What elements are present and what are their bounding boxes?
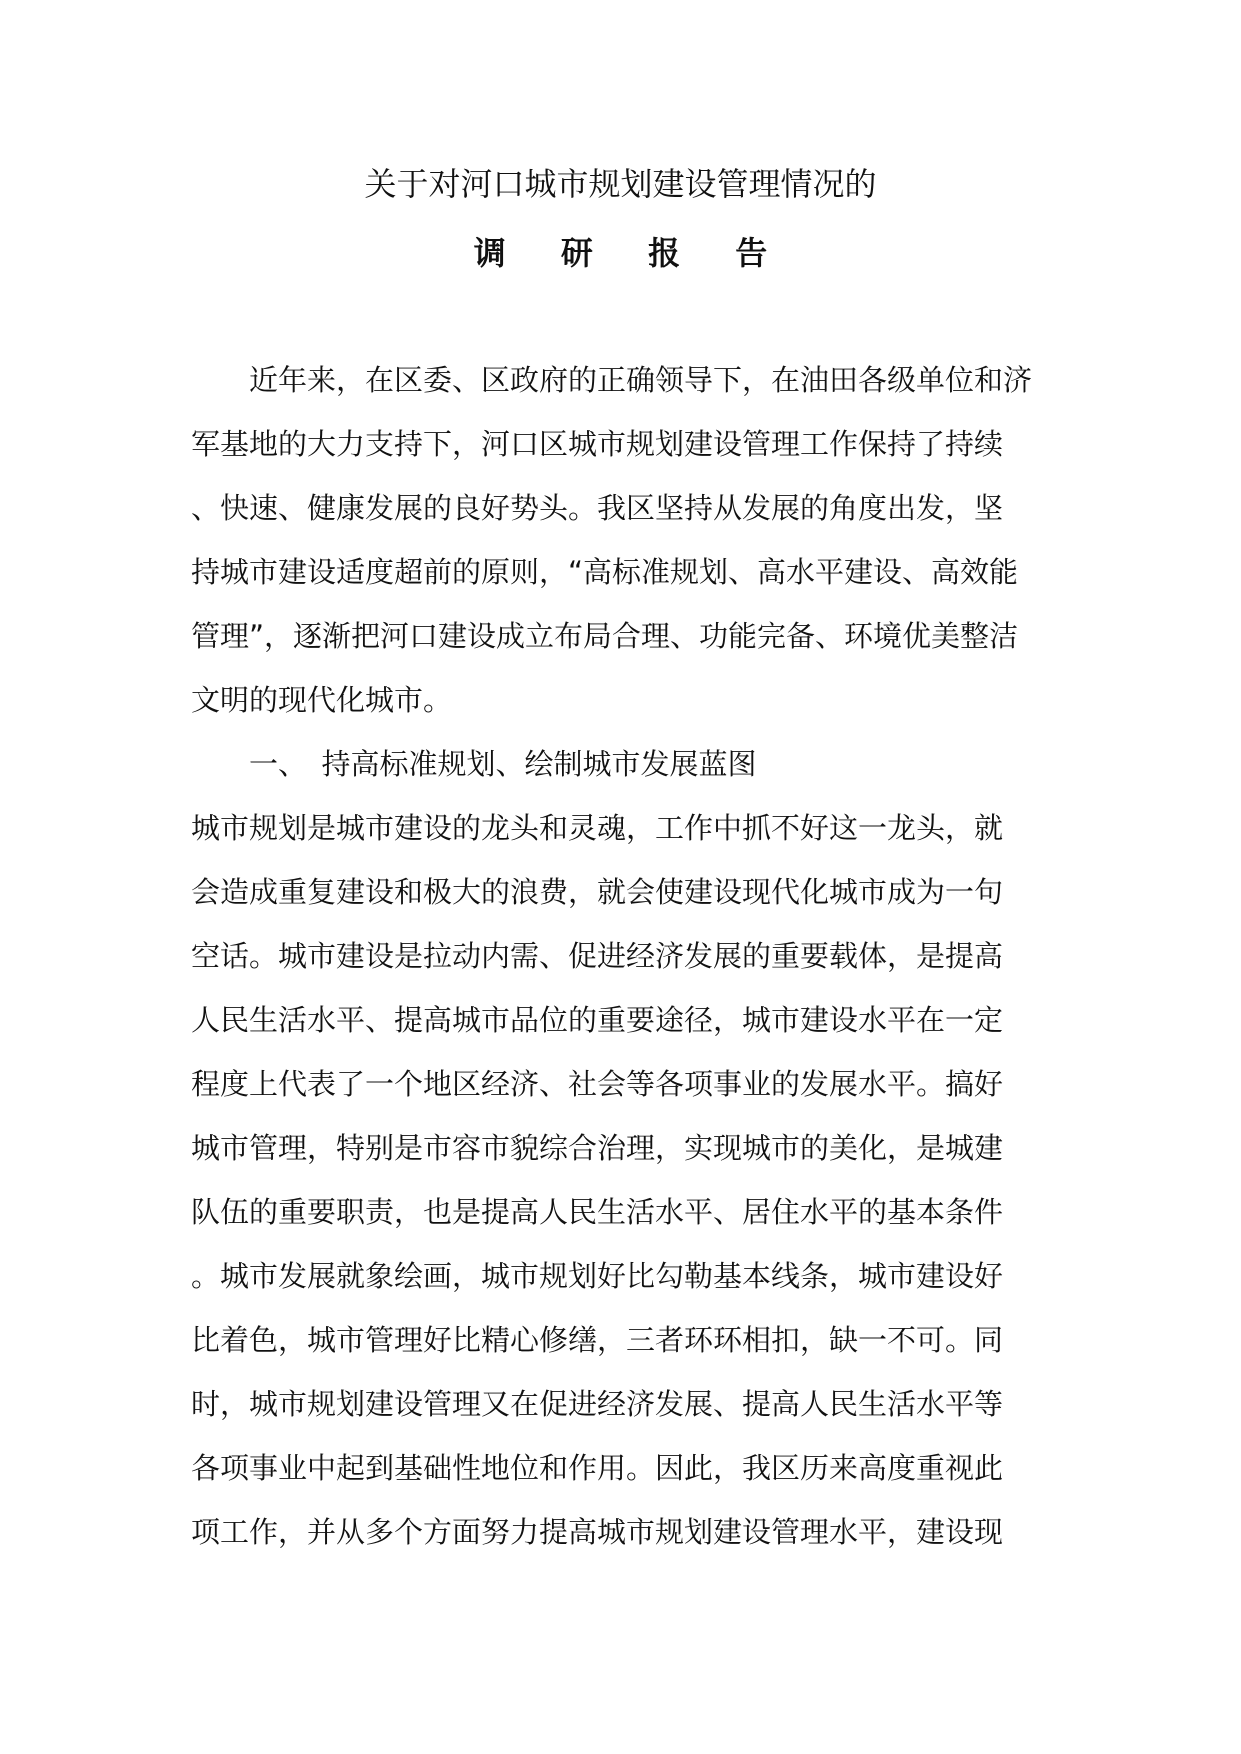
body-line: 文明的现代化城市。	[191, 683, 453, 717]
body-line: 人民生活水平、提高城市品位的重要途径，城市建设水平在一定	[191, 1003, 1004, 1037]
body-line: 近年来，在区委、区政府的正确领导下，在油田各级单位和济	[191, 363, 1033, 397]
body-line: 会造成重复建设和极大的浪费，就会使建设现代化城市成为一句	[191, 875, 1004, 909]
body-line: 时，城市规划建设管理又在促进经济发展、提高人民生活水平等	[191, 1387, 1004, 1421]
body-line: 城市管理，特别是市容市貌综合治理，实现城市的美化，是城建	[191, 1131, 1004, 1165]
body-line: 队伍的重要职责，也是提高人民生活水平、居住水平的基本条件	[191, 1195, 1004, 1229]
body-line: 军基地的大力支持下，河口区城市规划建设管理工作保持了持续	[191, 427, 1004, 461]
body-line: 空话。城市建设是拉动内需、促进经济发展的重要载体，是提高	[191, 939, 1004, 973]
body-line: 各项事业中起到基础性地位和作用。因此，我区历来高度重视此	[191, 1451, 1004, 1485]
document-subtitle: 调 研 报 告	[473, 234, 790, 272]
section-heading: 一、 持高标准规划、绘制城市发展蓝图	[191, 747, 757, 781]
body-line: 城市规划是城市建设的龙头和灵魂，工作中抓不好这一龙头，就	[191, 811, 1004, 845]
document-title: 关于对河口城市规划建设管理情况的	[364, 165, 877, 203]
body-line: 程度上代表了一个地区经济、社会等各项事业的发展水平。搞好	[191, 1067, 1004, 1101]
body-line: 。城市发展就象绘画，城市规划好比勾勒基本线条，城市建设好	[191, 1259, 1004, 1293]
body-line: 、快速、健康发展的良好势头。我区坚持从发展的角度出发，坚	[191, 491, 1004, 525]
body-line: 管理”，逐渐把河口建设成立布局合理、功能完备、环境优美整洁	[191, 619, 1019, 653]
body-line: 项工作，并从多个方面努力提高城市规划建设管理水平，建设现	[191, 1515, 1004, 1549]
body-line: 比着色，城市管理好比精心修缮，三者环环相扣，缺一不可。同	[191, 1323, 1004, 1357]
body-line: 持城市建设适度超前的原则，“高标准规划、高水平建设、高效能	[191, 555, 1019, 589]
